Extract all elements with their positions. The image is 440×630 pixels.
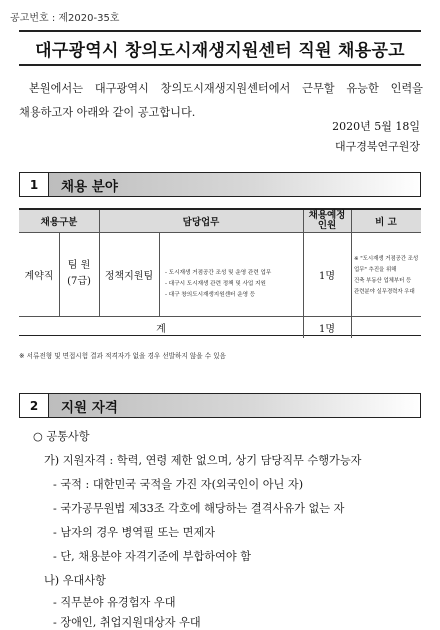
cell-remarks xyxy=(351,254,421,314)
remark-line: ※ "도시재생 거점공간 조성 xyxy=(354,256,419,262)
table-rule xyxy=(59,232,60,316)
table-rule xyxy=(159,232,160,316)
section-2-number: 2 xyxy=(19,393,49,418)
cell-rank xyxy=(59,232,99,316)
remark-line: 관련분야 실무경력자 우대 xyxy=(354,289,415,295)
table-rule xyxy=(19,232,421,233)
duty-item: - 도시재생 거점공간 조성 및 운영 관련 업무 xyxy=(165,269,272,276)
section-1-title: 채용 분야 xyxy=(49,172,421,197)
duty-item: - 대구 창의도시재생지원센터 운영 등 xyxy=(165,291,256,298)
page-title: 대구광역시 창의도시재생지원센터 직원 채용공고 xyxy=(35,40,405,61)
section-1-number: 1 xyxy=(19,172,49,197)
preference-item: - 장애인, 취업지원대상자 우대 xyxy=(53,616,201,629)
preference-heading: 나) 우대사항 xyxy=(44,574,106,587)
intro-line-1: 본원에서는 대구광역시 창의도시재생지원센터에서 근무할 유능한 인력을 xyxy=(29,82,423,95)
table-rule xyxy=(303,210,304,338)
qualification-item: - 국가공무원법 제33조 각호에 해당하는 결격사유가 없는 자 xyxy=(53,502,345,515)
section-2-header xyxy=(19,393,421,418)
cell-duties xyxy=(159,256,311,312)
section-2-title: 지원 자격 xyxy=(49,393,421,418)
total-label: 계 xyxy=(156,323,166,335)
remark-line: 업무" 추진을 위해 xyxy=(354,267,397,273)
table-footnote: ※ 서류전형 및 면접시험 결과 적격자가 없을 경우 선발하지 않을 수 있음 xyxy=(19,352,226,360)
cell-count: 1명 xyxy=(318,270,336,282)
header-count: 채용예정 인원 xyxy=(303,210,351,232)
header-duties: 담당업무 xyxy=(99,210,303,232)
rank-label: 팀 원 xyxy=(67,260,91,271)
qualification-item: - 국적 : 대한민국 국적을 가진 자(외국인이 아닌 자) xyxy=(53,478,304,491)
table-rule xyxy=(19,316,421,317)
remark-line: 건축 부동산 업체부터 등 xyxy=(354,278,412,284)
qualification-item: - 단, 채용분야 자격기준에 부합하여야 함 xyxy=(53,550,252,563)
table-rule xyxy=(99,210,100,316)
cell-category: 계약직 xyxy=(24,270,54,282)
preference-item: - 직무분야 유경험자 우대 xyxy=(53,596,176,609)
duty-item: - 대구시 도시재생 관련 정책 및 사업 지원 xyxy=(165,280,266,287)
cell-team: 정책지원팀 xyxy=(104,270,154,282)
total-count: 1명 xyxy=(318,323,336,335)
intro-line-2: 채용하고자 아래와 같이 공고합니다. xyxy=(19,106,196,119)
issuer: 대구경북연구원장 xyxy=(334,140,420,153)
qualification-item: - 남자의 경우 병역필 또는 면제자 xyxy=(53,526,216,539)
section-1-header xyxy=(19,172,421,197)
header-remarks: 비 고 xyxy=(351,210,421,232)
notice-number: 공고번호 : 제2020-35호 xyxy=(10,13,120,24)
notice-date: 2020년 5월 18일 xyxy=(332,120,420,133)
recruitment-table xyxy=(19,208,421,336)
header-type: 채용구분 xyxy=(19,210,99,232)
common-heading: ○ 공통사항 xyxy=(33,430,90,443)
qualification-line: 가) 지원자격 : 학력, 연령 제한 없으며, 상기 담당직무 수행가능자 xyxy=(44,454,362,467)
grade-label: (7급) xyxy=(67,276,91,287)
table-rule xyxy=(351,210,352,338)
page-title-box xyxy=(19,30,421,66)
